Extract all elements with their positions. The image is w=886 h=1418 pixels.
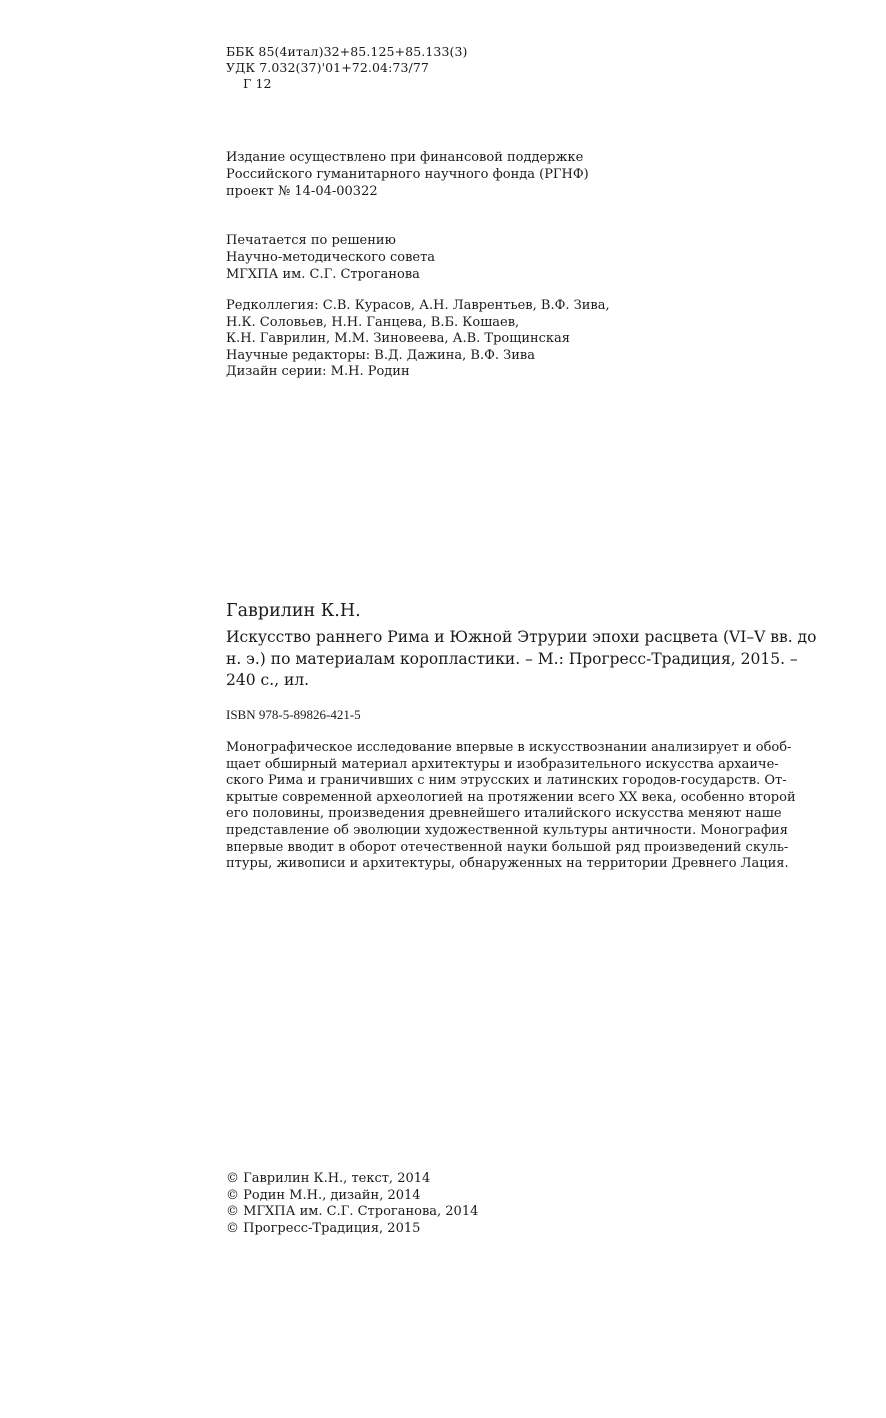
copyright-line: © Прогресс-Традиция, 2015: [226, 1220, 421, 1236]
funding-line: Издание осуществлено при финансовой поддержке: [226, 150, 584, 165]
bbk-code: ББК 85(4итал)32+85.125+85.133(3): [226, 44, 468, 59]
publication-decision: [226, 232, 435, 283]
udk-code: УДК 7.032(37)'01+72.04:73/77: [226, 60, 429, 75]
decision-line: Научно-методического совета: [226, 250, 436, 265]
funding-line: проект № 14-04-00322: [226, 184, 378, 199]
title-line: н. э.) по материалам коропластики. – М.: Прогресс-Традиция, 2015. –: [226, 649, 798, 668]
board-line: Редколлегия: С.В. Курасов, А.Н. Лаврентьев, В.Ф. Зива,: [226, 298, 610, 313]
abstract-line: Монографическое исследование впервые в искусствознании анализирует и обоб-: [226, 740, 792, 755]
title-line: 240 с., ил.: [226, 671, 310, 689]
decision-line: МГХПА им. С.Г. Строганова: [226, 267, 420, 282]
abstract-line: представление об эволюции художественной культуры античности. Монография: [226, 822, 788, 838]
book-title: [226, 627, 816, 692]
author-mark: Г 12: [243, 76, 272, 91]
funding-line: Российского гуманитарного научного фонда (РГНФ): [226, 167, 589, 182]
abstract-line: птуры, живописи и архитектуры, обнаруженных на территории Древнего Лация.: [226, 856, 789, 872]
decision-line: Печатается по решению: [226, 233, 396, 248]
abstract-line: ского Рима и граничивших с ним этрусских и латинских городов-государств. От-: [226, 773, 787, 789]
copyright-line: © Родин М.Н., дизайн, 2014: [226, 1187, 421, 1203]
funding-note: [226, 149, 589, 200]
classification-codes: [226, 44, 468, 92]
copyright-line: © Гаврилин К.Н., текст, 2014: [226, 1171, 431, 1186]
abstract-line: впервые вводит в оборот отечественной науки большой ряд произведений скуль-: [226, 839, 789, 855]
title-line: Искусство раннего Рима и Южной Этрурии эпохи расцвета (VI–V вв. до: [226, 628, 817, 646]
copyright-notices: [226, 1171, 478, 1237]
scientific-editors: Научные редакторы: В.Д. Дажина, В.Ф. Зива: [226, 347, 535, 363]
abstract-line: крытые современной археологией на протяжении всего XX века, особенно второй: [226, 789, 796, 805]
board-line: Н.К. Соловьев, Н.Н. Ганцева, В.Б. Кошаев,: [226, 314, 520, 330]
series-design: Дизайн серии: М.Н. Родин: [226, 364, 410, 379]
abstract: [226, 740, 796, 873]
board-line: К.Н. Гаврилин, М.М. Зиновеева, А.В. Трощинская: [226, 331, 571, 346]
abstract-line: его половины, произведения древнейшего италийского искусства меняют наше: [226, 806, 782, 822]
isbn: ISBN 978-5-89826-421-5: [226, 707, 361, 722]
copyright-line: © МГХПА им. С.Г. Строганова, 2014: [226, 1204, 479, 1220]
editorial-board: [226, 298, 610, 381]
abstract-line: щает обширный материал архитектуры и изобразительного искусства архаиче-: [226, 756, 779, 772]
book-author: Гаврилин К.Н.: [226, 601, 361, 621]
